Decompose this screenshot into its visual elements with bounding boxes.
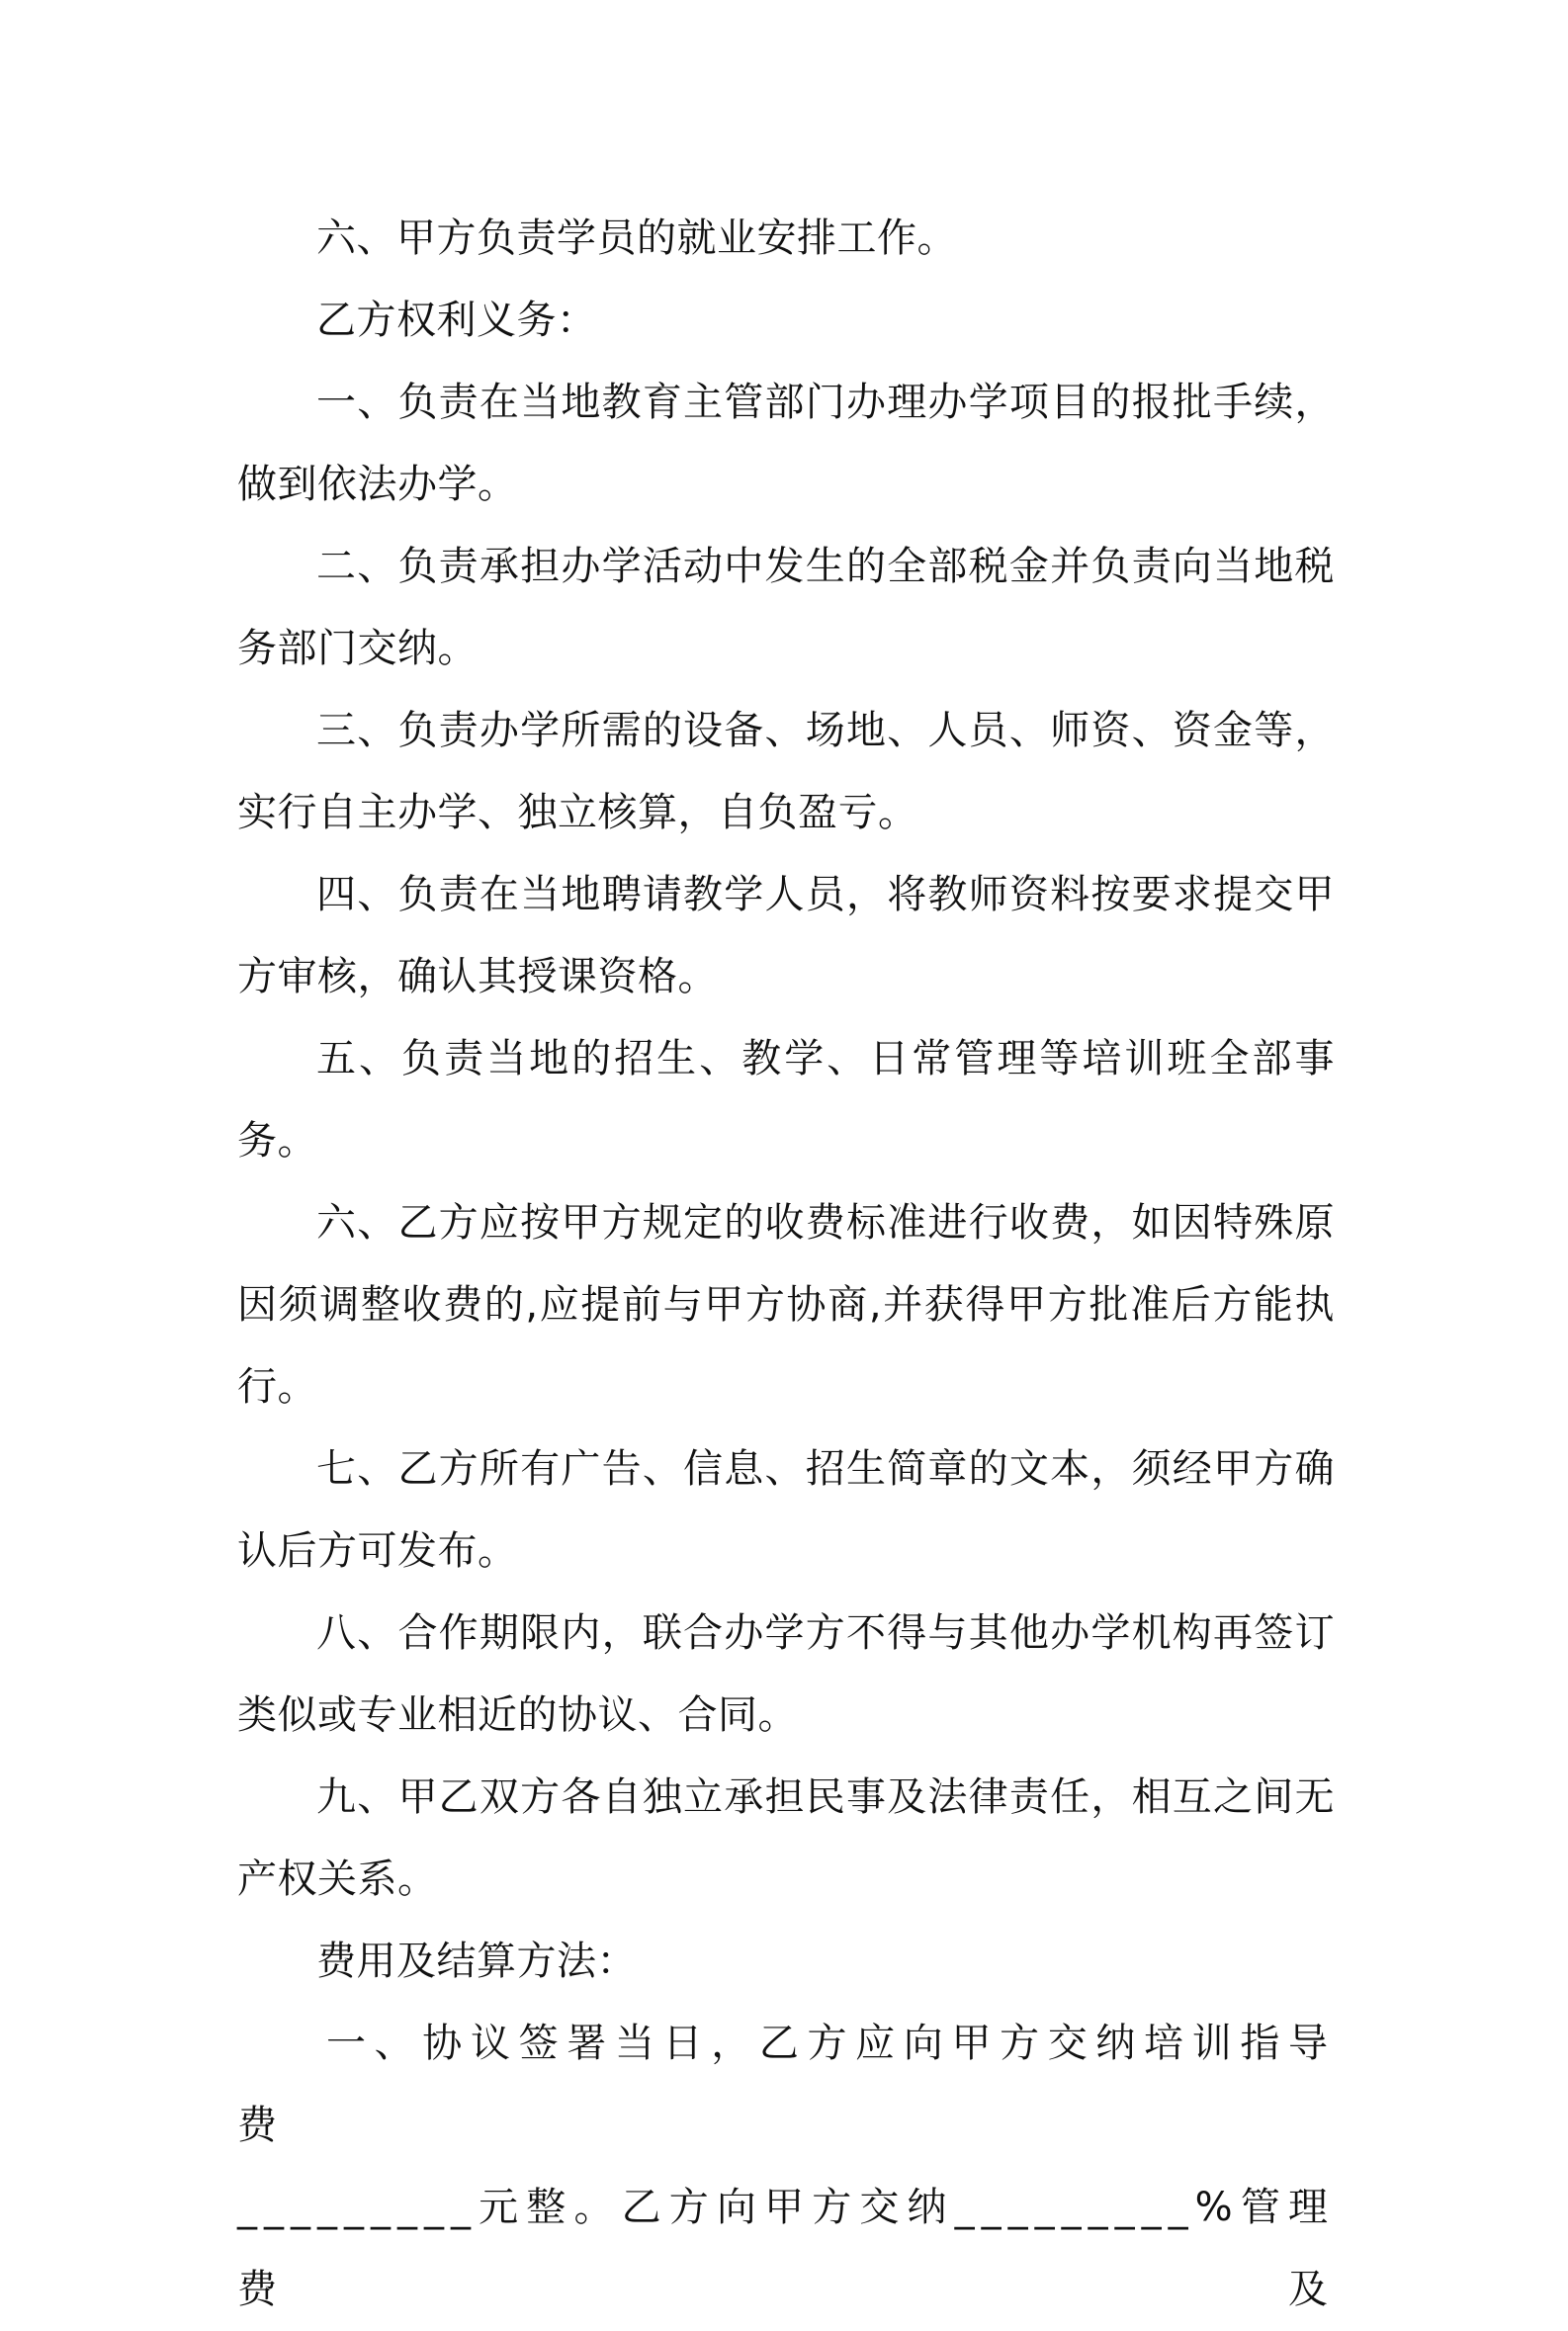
document-body: [237, 198, 1335, 2331]
fee-clause-line-1: 一、协议签署当日，乙方应向甲方交纳培训指导费: [237, 2021, 1335, 2148]
fee-clause-line-2: _________元整。乙方向甲方交纳_________%管理费及: [237, 2185, 1335, 2312]
clause-yi-4: 四、负责在当地聘请教学人员，将教师资料按要求提交甲方审核，确认其授课资格。: [237, 872, 1335, 999]
clause-yi-5: 五、负责当地的招生、教学、日常管理等培训班全部事务。: [237, 1036, 1335, 1164]
clause-yi-7: 七、乙方所有广告、信息、招生简章的文本，须经甲方确认后方可发布。: [237, 1446, 1335, 1574]
clause-yi-1: 一、负责在当地教育主管部门办理办学项目的报批手续，做到依法办学。: [237, 380, 1335, 507]
clause-yi-6: 六、乙方应按甲方规定的收费标准进行收费，如因特殊原因须调整收费的,应提前与甲方协商,并获得甲方批准后方能执行。: [237, 1200, 1335, 1410]
clause-yi-9: 九、甲乙双方各自独立承担民事及法律责任，相互之间无产权关系。: [237, 1774, 1335, 1902]
clause-jia-6: 六、甲方负责学员的就业安排工作。: [316, 216, 957, 261]
clause-yi-3: 三、负责办学所需的设备、场地、人员、师资、资金等，实行自主办学、独立核算，自负盈亏。: [237, 708, 1335, 835]
section-heading-yi-rights: 乙方权利义务：: [316, 298, 597, 343]
clause-yi-2: 二、负责承担办学活动中发生的全部税金并负责向当地税务部门交纳。: [237, 544, 1335, 671]
section-heading-fees: 费用及结算方法：: [316, 1939, 637, 1984]
clause-yi-8: 八、合作期限内，联合办学方不得与其他办学机构再签订类似或专业相近的协议、合同。: [237, 1610, 1335, 1738]
